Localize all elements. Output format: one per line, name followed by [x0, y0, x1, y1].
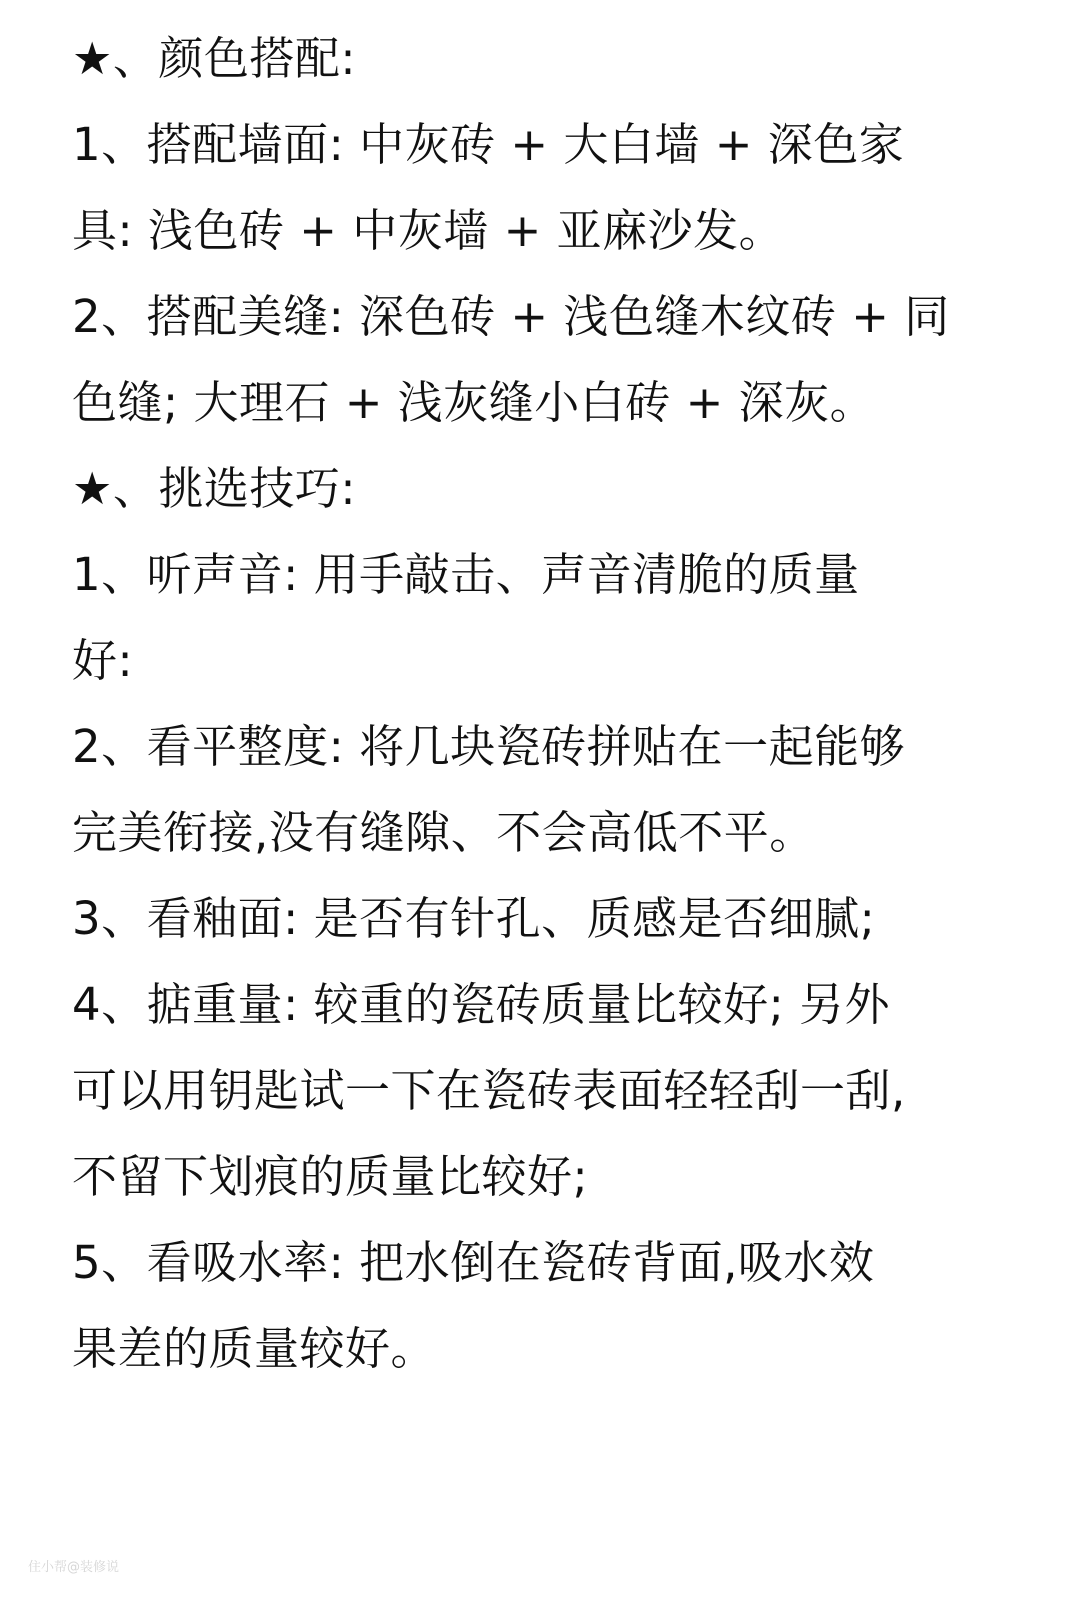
text-line: 5、看吸水率: 把水倒在瓷砖背面,吸水效	[72, 1236, 875, 1289]
text-line: 好:	[72, 634, 134, 687]
text-line: 1、搭配墙面: 中灰砖 + 大白墙 + 深色家	[72, 118, 905, 171]
text-line: 可以用钥匙试一下在瓷砖表面轻轻刮一刮,	[72, 1064, 906, 1117]
section-heading-tips: ★、挑选技巧:	[72, 462, 357, 515]
text-line: 2、搭配美缝: 深色砖 + 浅色缝木纹砖 + 同	[72, 290, 950, 343]
text-line: 4、掂重量: 较重的瓷砖质量比较好; 另外	[72, 978, 891, 1031]
text-line: 3、看釉面: 是否有针孔、质感是否细腻;	[72, 892, 876, 945]
text-line: 1、听声音: 用手敲击、声音清脆的质量	[72, 548, 860, 601]
text-line: 不留下划痕的质量比较好;	[72, 1150, 589, 1203]
text-line: 色缝; 大理石 + 浅灰缝小白砖 + 深灰。	[72, 376, 876, 429]
text-line: 具: 浅色砖 + 中灰墙 + 亚麻沙发。	[72, 204, 785, 257]
watermark: 住小帮@装修说	[28, 1560, 120, 1575]
text-line: 2、看平整度: 将几块瓷砖拼贴在一起能够	[72, 720, 906, 773]
article-body	[72, 16, 972, 1392]
text-line: 完美衔接,没有缝隙、不会高低不平。	[72, 806, 815, 859]
section-heading-color: ★、颜色搭配:	[72, 32, 357, 85]
text-line: 果差的质量较好。	[72, 1322, 437, 1375]
